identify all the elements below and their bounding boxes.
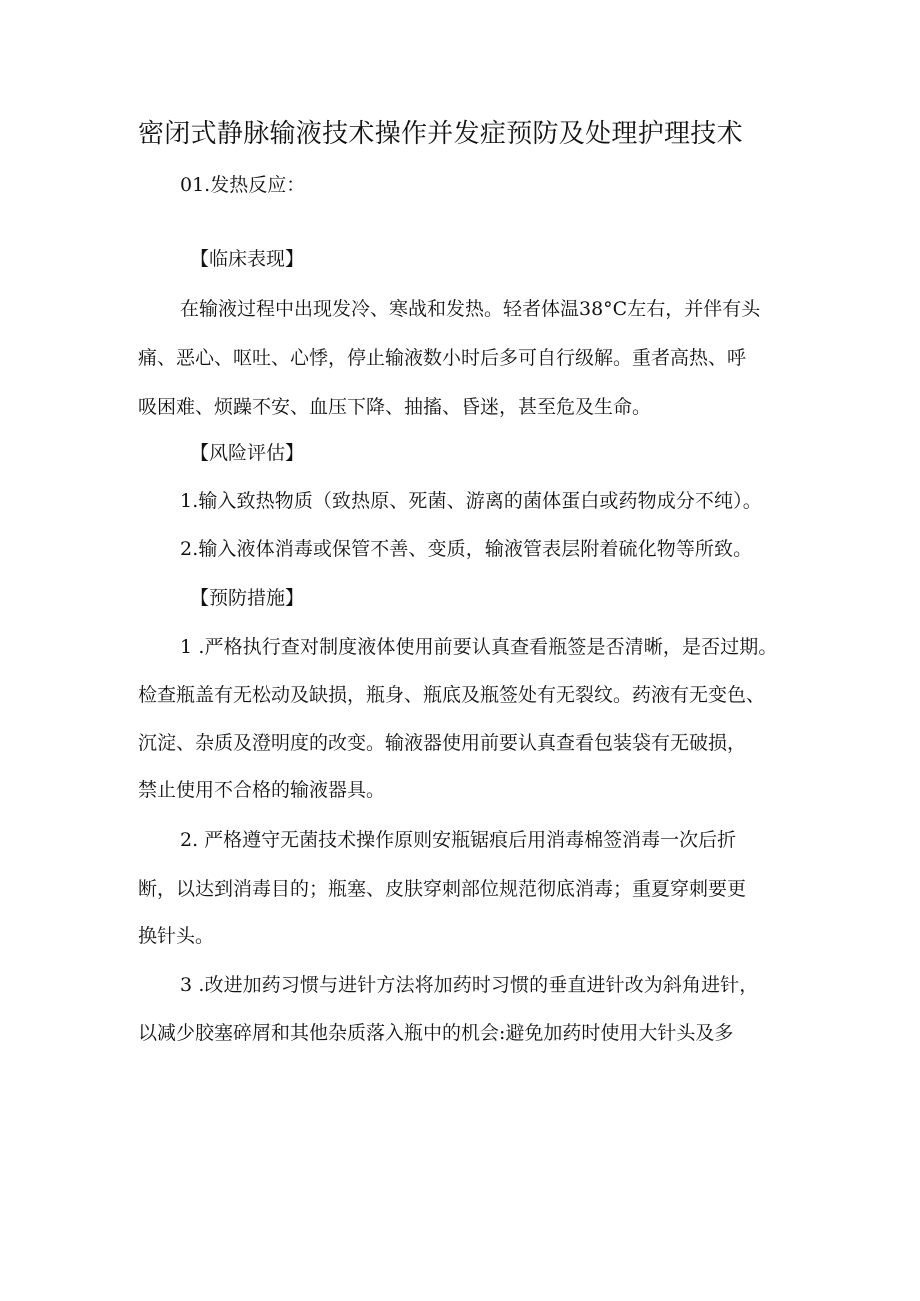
prevention-item2-line-2: 断，以达到消毒目的；瓶塞、皮肤穿刺部位规范彻底消毒；重夏穿刺要更 xyxy=(138,878,747,900)
prevention-item1-line-1: 1 .严格执行查对制度液体使用前要认真查看瓶签是否清晰，是否过期。 xyxy=(180,636,778,658)
section-heading: 01.发热反应： xyxy=(180,174,306,196)
clinical-heading: 【临床表现】 xyxy=(190,248,305,270)
prevention-item3-line-2: 以减少胶塞碎屑和其他杂质落入瓶中的机会:避免加药时使用大针头及多 xyxy=(138,1022,734,1044)
clinical-line-2: 痛、恶心、呕吐、心悸，停止输液数小时后多可自行级解。重者高热、呼 xyxy=(138,347,747,369)
prevention-item3-line-1: 3 .改进加药习惯与进针方法将加药时习惯的垂直进针改为斜角进针， xyxy=(180,974,759,996)
clinical-line-1: 在输液过程中出现发冷、寒战和发热。轻者体温38°C左右，并伴有头 xyxy=(180,298,761,320)
risk-item-2: 2.输入液体消毒或保管不善、变质，输液管表层附着硫化物等所致。 xyxy=(180,538,753,560)
prevention-item1-line-3: 沉淀、杂质及澄明度的改变。输液器使用前要认真查看包装袋有无破损， xyxy=(138,732,747,754)
prevention-item2-line-3: 换针头。 xyxy=(138,925,215,947)
prevention-item1-line-4: 禁止使用不合格的输液器具。 xyxy=(138,779,386,801)
risk-heading: 【风险评估】 xyxy=(190,442,305,464)
prevention-item2-line-1: 2. 严格遵守无菌技术操作原则安瓶锯痕后用消毒棉签消毒一次后折 xyxy=(180,829,737,851)
risk-item-1: 1.输入致热物质（致热原、死菌、游离的菌体蛋白或药物成分不纯）。 xyxy=(180,490,762,512)
document-title: 密闭式静脉输液技术操作并发症预防及处理护理技术 xyxy=(138,119,743,149)
clinical-line-3: 吸困难、烦躁不安、血压下降、抽搐、昏迷，甚至危及生命。 xyxy=(138,396,652,418)
prevention-heading: 【预防措施】 xyxy=(190,587,305,609)
prevention-item1-line-2: 检查瓶盖有无松动及缺损，瓶身、瓶底及瓶签处有无裂纹。药液有无变色、 xyxy=(138,684,766,706)
